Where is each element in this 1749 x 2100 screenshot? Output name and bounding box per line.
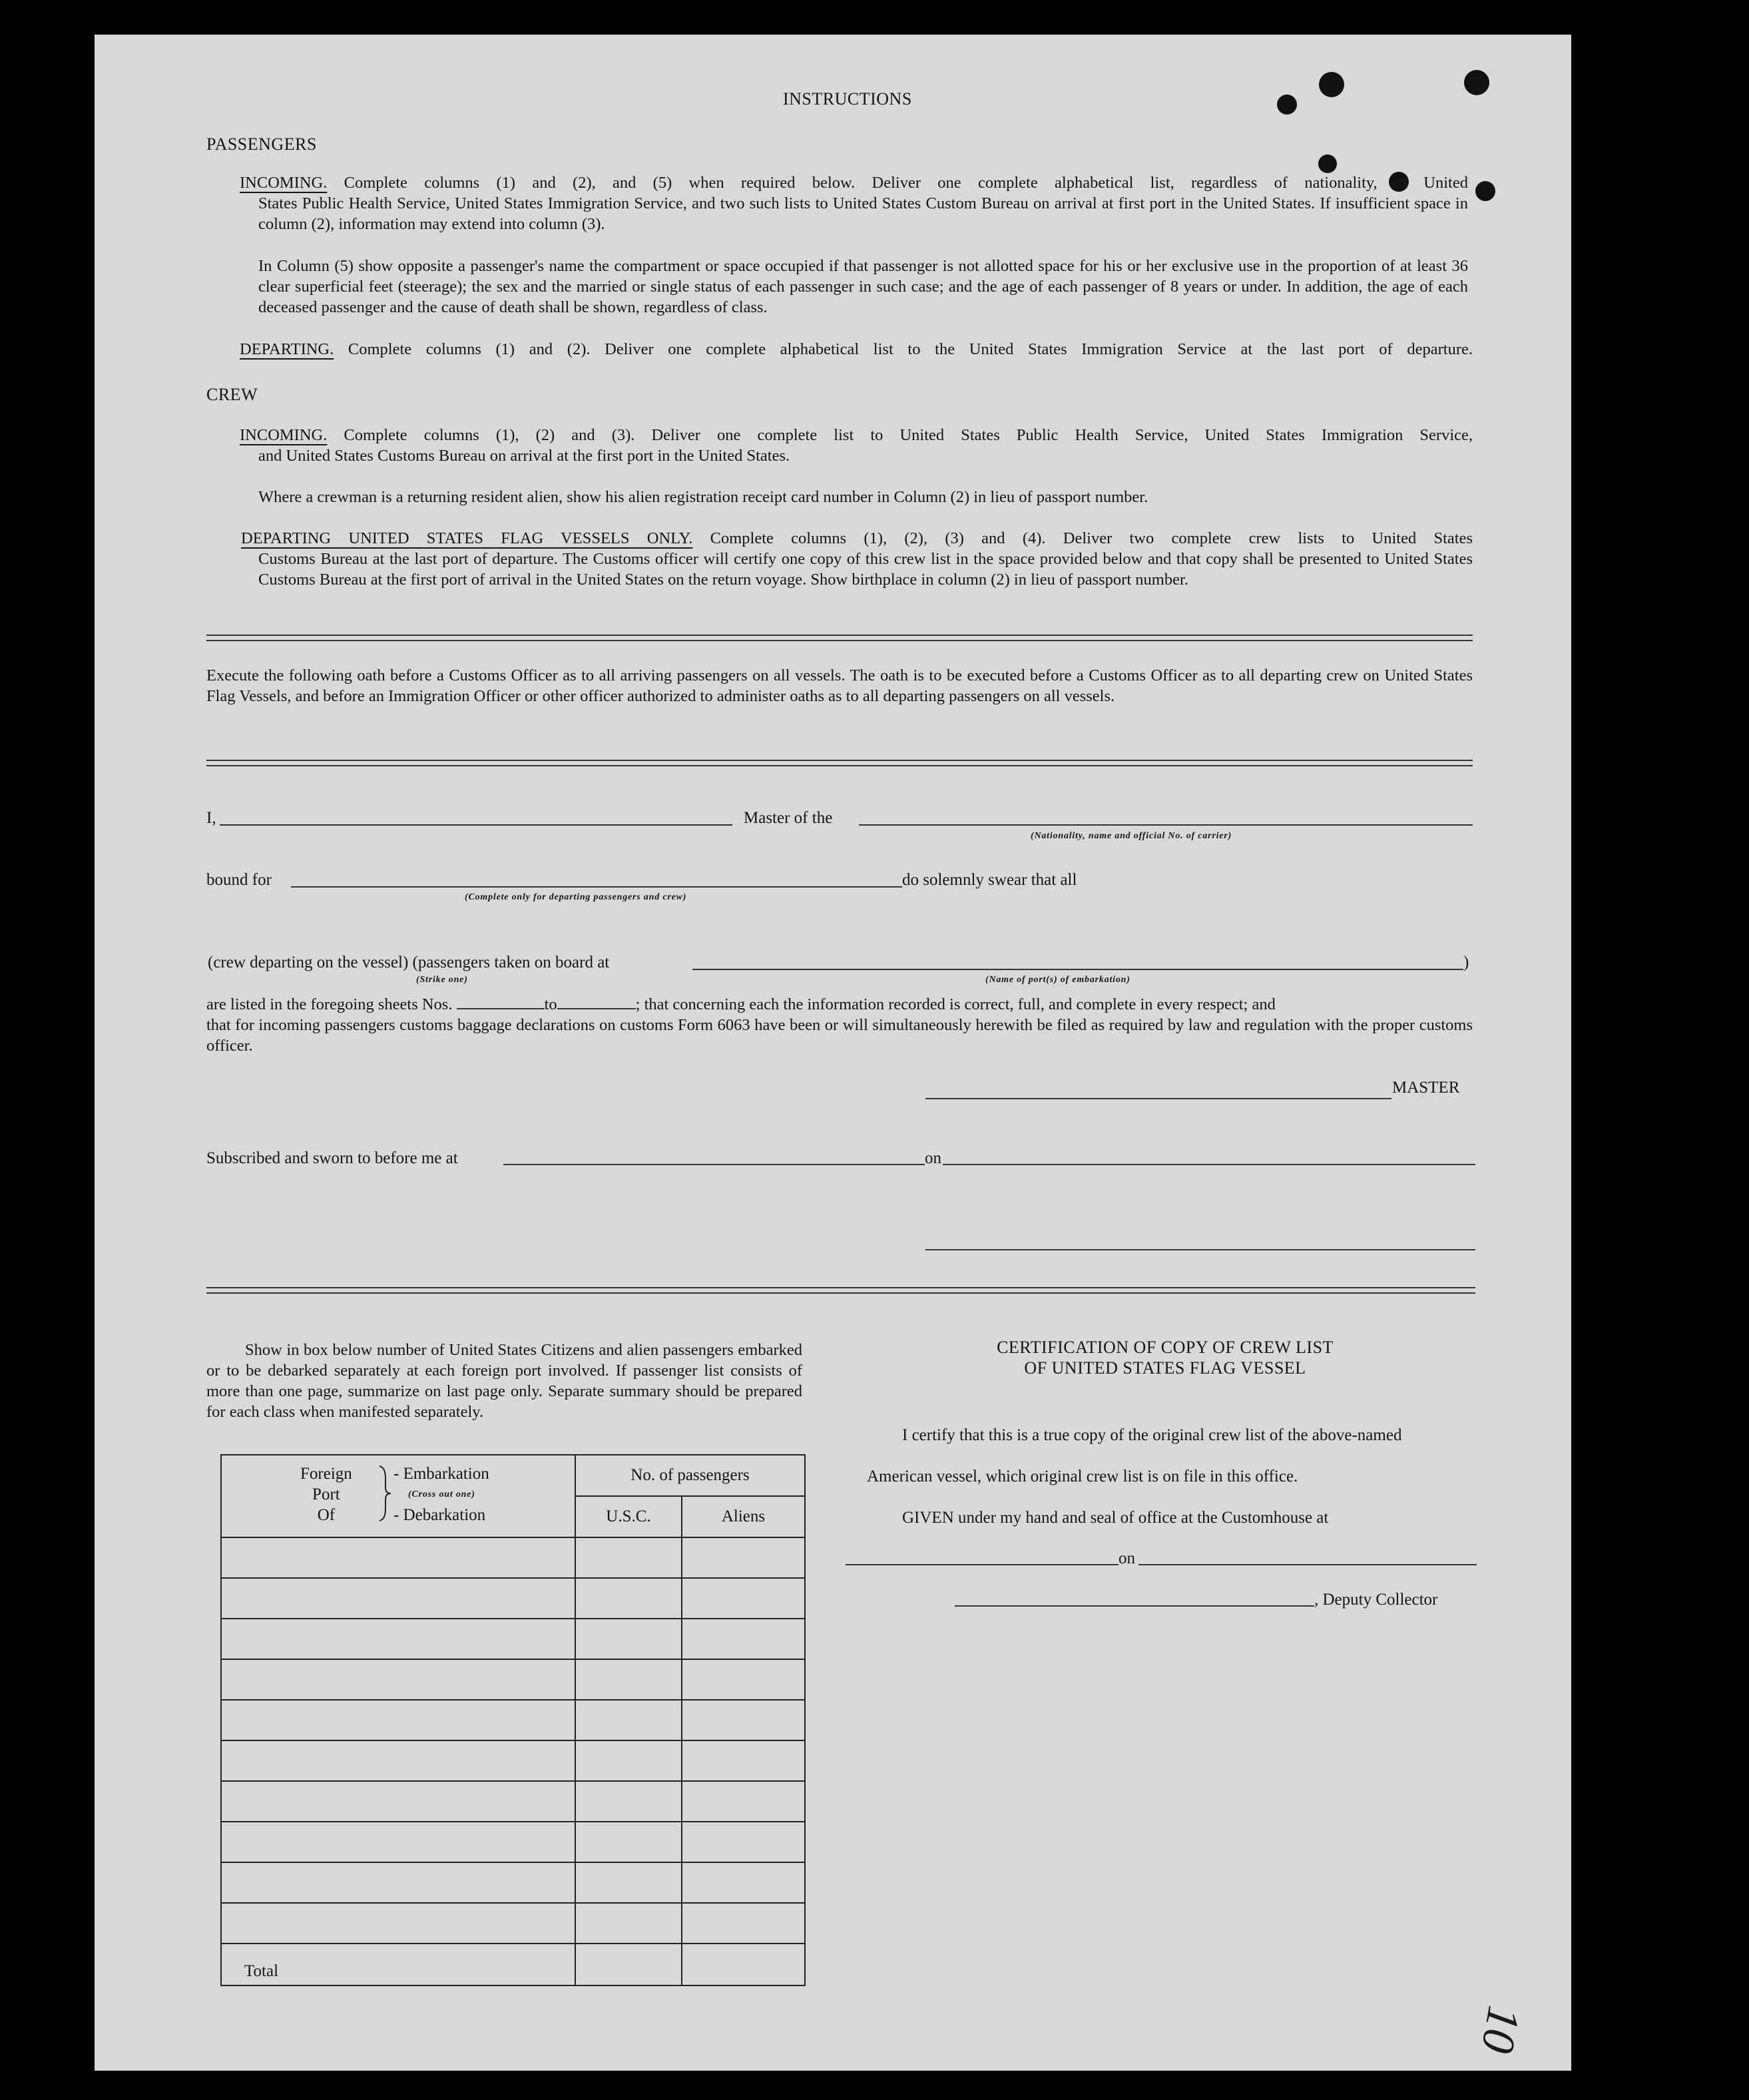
usc-cell[interactable] [575, 1700, 682, 1740]
total-usc-cell[interactable] [575, 1944, 682, 1985]
passengers-incoming-text: Complete columns (1) and (2), and (5) when required below. Deliver one complete alphabetical list, regardless of nationality, to United [344, 174, 1468, 192]
master-label: MASTER [1392, 1079, 1460, 1097]
oath-i-label: I, [206, 809, 216, 827]
port-cell[interactable] [221, 1862, 575, 1903]
aliens-cell[interactable] [682, 1537, 805, 1578]
sworn-place-field[interactable] [503, 1164, 925, 1165]
crew-flag-line1 [241, 528, 1473, 549]
usc-cell[interactable] [575, 1537, 682, 1578]
crew-passengers-label: (crew departing on the vessel) (passengers taken on board at [208, 953, 610, 971]
listed-prefix: are listed in the foregoing sheets Nos. [206, 995, 453, 1013]
officer-signature-field[interactable] [925, 1249, 1475, 1250]
passengers-incoming-label: INCOMING. [240, 174, 328, 192]
usc-cell[interactable] [575, 1619, 682, 1659]
crew-incoming-label: INCOMING. [240, 426, 328, 444]
close-paren: ) [1463, 953, 1469, 971]
passengers-departing-text: Complete columns (1) and (2). Deliver one complete alphabetical list to the United States Immigration Service at the last port of departure. [348, 340, 1473, 358]
foreign-port-header [221, 1455, 575, 1537]
port-cell[interactable] [221, 1822, 575, 1862]
master-of-the-label: Master of the [744, 809, 833, 827]
port-cell[interactable] [221, 1578, 575, 1619]
swear-label: do solemnly swear that all [902, 871, 1077, 889]
brace-icon [377, 1465, 392, 1522]
aliens-cell[interactable] [682, 1700, 805, 1740]
port-cell[interactable] [221, 1740, 575, 1781]
no-passengers-header: No. of passengers [575, 1455, 805, 1496]
usc-cell[interactable] [575, 1822, 682, 1862]
to-label: to [544, 995, 557, 1013]
bound-for-label: bound for [206, 871, 272, 889]
of-label: Of [317, 1506, 336, 1524]
port-cell[interactable] [221, 1659, 575, 1700]
passengers-column5-note: In Column (5) show opposite a passenger's name the compartment or space occupied if that passenger is not allotted space for his or her exclusive use in the proportion of at least 36 clear superficial feet (steerage); the sex and the married or single status of each passenger in such case; and the age of each passenger of 8 years or under. In addition, the age of each deceased passenger and the cause of death shall be shown, regardless of class. [258, 257, 1468, 316]
master-name-field[interactable] [220, 824, 732, 826]
crew-incoming-continued: and United States Customs Bureau on arrival at the first port in the United States. [258, 447, 790, 465]
certification-title-line2: OF UNITED STATES FLAG VESSEL [1024, 1358, 1306, 1378]
port-cell[interactable] [221, 1700, 575, 1740]
listed-suffix: ; that concerning each the information recorded is correct, full, and complete in every respect; and [635, 995, 1276, 1013]
port-cell[interactable] [221, 1781, 575, 1822]
divider [206, 760, 1473, 766]
crew-incoming-text: Complete columns (1), (2) and (3). Deliver one complete list to United States Public Health Service, United States Immigration Service, [344, 426, 1473, 444]
embarkation-label: - Embarkation [393, 1465, 489, 1483]
listed-continued: that for incoming passengers customs baggage declarations on customs Form 6063 have been or will simultaneously herewith be filed as required by law and regulation with the proper customs officer. [206, 1016, 1473, 1055]
strike-one-caption: (Strike one) [416, 975, 468, 985]
certify-line2: American vessel, which original crew list is on file in this office. [867, 1467, 1298, 1485]
cross-out-caption: (Cross out one) [408, 1489, 475, 1499]
passengers-departing [240, 339, 1473, 360]
port-cell[interactable] [221, 1903, 575, 1944]
customhouse-field[interactable] [846, 1564, 1119, 1565]
divider [206, 635, 1473, 641]
total-label: Total [221, 1944, 575, 1985]
aliens-header: Aliens [682, 1496, 805, 1537]
bound-for-caption: (Complete only for departing passengers and crew) [465, 892, 687, 902]
punch-hole [1319, 72, 1344, 97]
certify-on-label: on [1119, 1549, 1135, 1567]
sheet-to-field[interactable] [557, 995, 636, 1009]
handwritten-page-number: 10 [1471, 2001, 1530, 2057]
summary-intro: Show in box below number of United States Citizens and alien passengers embarked or to be debarked separately at each foreign port involved. If passenger list consists of more than one page, summarize on last page only. Separate summary should be prepared for each class when manifested separately. [206, 1341, 802, 1421]
crewman-note: Where a crewman is a returning resident alien, show his alien registration receipt card number in Column (2) in lieu of passport number. [258, 488, 1148, 506]
port-label: Port [312, 1485, 340, 1503]
usc-header: U.S.C. [575, 1496, 682, 1537]
total-aliens-cell[interactable] [682, 1944, 805, 1985]
deputy-collector-field[interactable] [955, 1605, 1314, 1607]
passengers-departing-label: DEPARTING. [240, 340, 334, 358]
aliens-cell[interactable] [682, 1619, 805, 1659]
on-label: on [925, 1149, 941, 1167]
certification-title [905, 1337, 1425, 1378]
instructions-title: INSTRUCTIONS [783, 89, 912, 109]
port-cell[interactable] [221, 1537, 575, 1578]
aliens-cell[interactable] [682, 1578, 805, 1619]
punch-hole [1464, 70, 1489, 95]
listed-line1 [206, 994, 1473, 1015]
certify-line1: I certify that this is a true copy of the original crew list of the above-named [902, 1426, 1402, 1444]
certify-date-field[interactable] [1138, 1564, 1477, 1565]
usc-cell[interactable] [575, 1781, 682, 1822]
aliens-cell[interactable] [682, 1862, 805, 1903]
certification-title-line1: CERTIFICATION OF COPY OF CREW LIST [997, 1338, 1334, 1357]
bound-for-field[interactable] [291, 886, 902, 888]
punch-hole [1475, 181, 1495, 201]
passengers-heading: PASSENGERS [206, 134, 317, 154]
passengers-incoming-continued: States Public Health Service, United States Immigration Service, and two such lists to United States Custom Bureau on arrival at first port in the United States. If insufficient space in column (2), information may extend into column (3). [258, 194, 1468, 233]
subscribed-label: Subscribed and sworn to before me at [206, 1149, 458, 1167]
embarkation-ports-field[interactable] [692, 969, 1463, 970]
master-signature-field[interactable] [925, 1098, 1391, 1099]
usc-cell[interactable] [575, 1740, 682, 1781]
crew-heading: CREW [206, 385, 258, 404]
aliens-cell[interactable] [682, 1903, 805, 1944]
passenger-summary-table [220, 1454, 806, 1986]
divider [206, 1287, 1475, 1294]
crew-flag-continued: Customs Bureau at the last port of departure. The Customs officer will certify one copy of this crew list in the space provided below and that copy shall be presented to United States Customs Bureau at the first port of arrival in the United States on the return voyage. Show birthplace in column (2) in lieu of passport number. [258, 550, 1473, 589]
deputy-collector-label: , Deputy Collector [1314, 1591, 1438, 1609]
port-cell[interactable] [221, 1619, 575, 1659]
punch-hole [1318, 154, 1337, 173]
aliens-cell[interactable] [682, 1740, 805, 1781]
aliens-cell[interactable] [682, 1659, 805, 1700]
sworn-date-field[interactable] [943, 1164, 1475, 1165]
usc-cell[interactable] [575, 1578, 682, 1619]
crew-incoming-line1 [240, 425, 1473, 445]
punch-hole [1277, 95, 1297, 115]
crew-flag-text: Complete columns (1), (2), (3) and (4). Deliver two complete crew lists to United States [710, 529, 1473, 547]
oath-intro: Execute the following oath before a Customs Officer as to all arriving passengers on all vessels. The oath is to be executed before a Customs Officer as to all departing crew on United States Flag Vessels, and before an Immigration Officer or other officer authorized to administer oaths as to all departing passengers on all vessels. [206, 666, 1473, 705]
usc-cell[interactable] [575, 1659, 682, 1700]
foreign-label: Foreign [300, 1465, 352, 1483]
aliens-cell[interactable] [682, 1822, 805, 1862]
sheet-from-field[interactable] [457, 995, 545, 1009]
carrier-field[interactable] [859, 824, 1473, 826]
debarkation-label: - Debarkation [393, 1506, 486, 1524]
ports-caption: (Name of port(s) of embarkation) [985, 975, 1130, 985]
passengers-incoming-line1 [240, 172, 1468, 193]
usc-cell[interactable] [575, 1903, 682, 1944]
certify-line3: GIVEN under my hand and seal of office at the Customhouse at [902, 1509, 1329, 1527]
crew-flag-label: DEPARTING UNITED STATES FLAG VESSELS ONLY. [241, 529, 693, 547]
carrier-caption: (Nationality, name and official No. of carrier) [1031, 831, 1232, 841]
usc-cell[interactable] [575, 1862, 682, 1903]
aliens-cell[interactable] [682, 1781, 805, 1822]
